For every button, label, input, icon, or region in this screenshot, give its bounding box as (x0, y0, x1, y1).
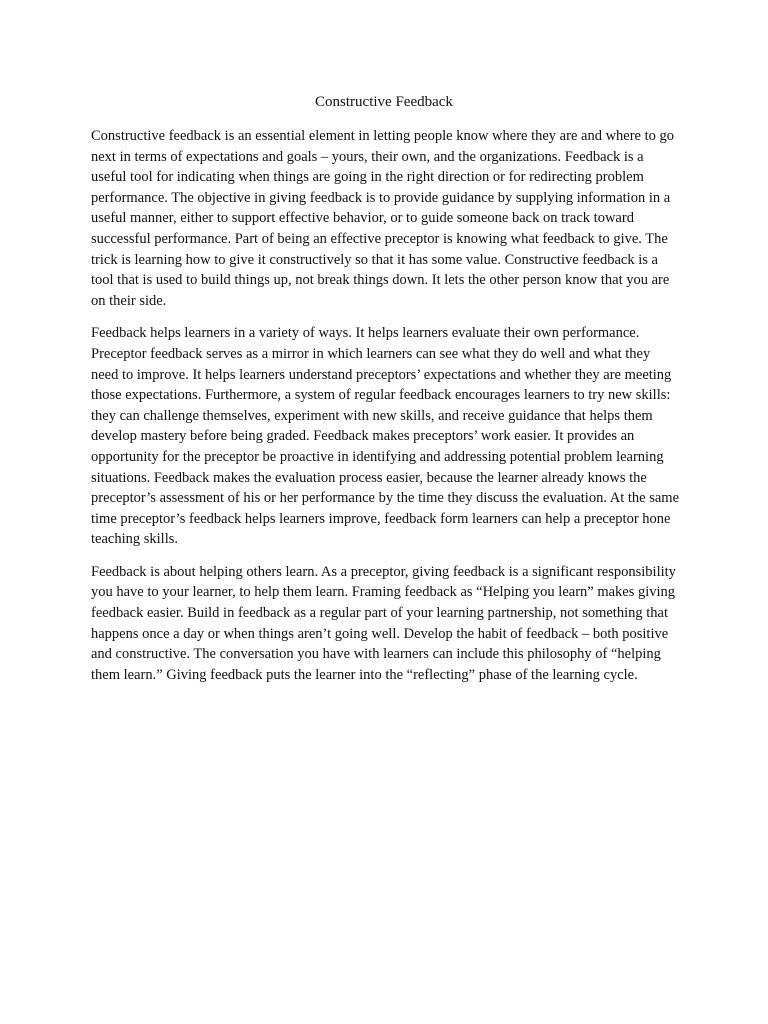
paragraph-1: Constructive feedback is an essential element in letting people know where they are and where to go next in terms of expectations and goals – yours, their own, and the organizations. Feedback is a useful tool for indicating when things are going in the right direction or for redirecting problem performance. The objective in giving feedback is to provide guidance by supplying information in a useful manner, either to support effective behavior, or to guide someone back on track toward successful performance. Part of being an effective preceptor is knowing what feedback to give. The trick is learning how to give it constructively so that it has some value. Constructive feedback is a tool that is used to build things up, not break things down. It lets the other person know that you are on their side. (91, 128, 675, 309)
document-body (91, 126, 681, 697)
paragraph-3: Feedback is about helping others learn. As a preceptor, giving feedback is a significant responsibility you have to your learner, to help them learn. Framing feedback as “Helping you learn” makes giving feedback easier. Build in feedback as a regular part of your learning partnership, not something that happens once a day or when things aren’t going well. Develop the habit of feedback – both positive and constructive. The conversation you have with learners can include this philosophy of “helping them learn.” Giving feedback puts the learner into the “reflecting” phase of the learning cycle. (91, 563, 676, 683)
paragraph-2: Feedback helps learners in a variety of ways. It helps learners evaluate their own performance. Preceptor feedback serves as a mirror in which learners can see what they do well and what they need to improve. It helps learners understand preceptors’ expectations and whether they are meeting those expectations. Furthermore, a system of regular feedback encourages learners to try new skills: they can challenge themselves, experiment with new skills, and receive guidance that helps them develop mastery before being graded. Feedback makes preceptors’ work easier. It provides an opportunity for the preceptor be proactive in identifying and addressing potential problem learning situations. Feedback makes the evaluation process easier, because the learner already knows the preceptor’s assessment of his or her performance by the time they discuss the evaluation. At the same time preceptor’s feedback helps learners improve, feedback form learners can help a preceptor hone teaching skills. (91, 325, 680, 548)
document-title: Constructive Feedback (315, 94, 453, 110)
